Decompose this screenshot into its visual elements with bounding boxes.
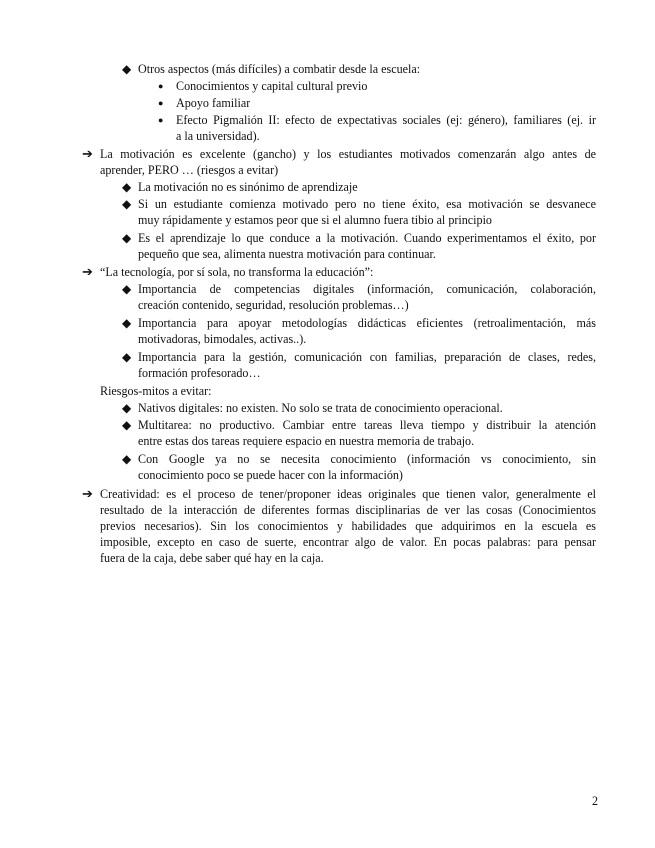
technology-sub-item: formación profesorado…: [138, 366, 261, 380]
arrow-bullet-icon: ➔: [82, 264, 93, 279]
diamond-bullet-icon: ◆: [122, 418, 132, 432]
risks-sub-item: Multitarea: no productivo. Cambiar entre tareas lleva tiempo y distribuir la atención: [138, 418, 596, 432]
diamond-bullet-icon: ◆: [122, 316, 132, 330]
risks-sub-item: conocimiento poco se puede hacer con la información): [138, 468, 403, 482]
list-item: Conocimientos y capital cultural previo: [176, 79, 368, 93]
technology-sub-item: Importancia de competencias digitales (información, comunicación, colaboración,: [138, 282, 596, 296]
motivation-paragraph: La motivación es excelente (gancho) y los estudiantes motivados comenzarán algo antes de: [100, 147, 596, 161]
diamond-bullet-icon: ◆: [122, 350, 132, 364]
motivation-sub-item: Es el aprendizaje lo que conduce a la motivación. Cuando experimentamos el éxito, por: [138, 231, 596, 245]
page-number: 2: [591, 794, 598, 808]
creativity-paragraph: Creatividad: es el proceso de tener/proponer ideas originales que tienen valor, generalmente el: [100, 487, 596, 501]
diamond-bullet-icon: ◆: [122, 282, 132, 296]
technology-heading: “La tecnología, por sí sola, no transforma la educación”:: [100, 265, 374, 279]
creativity-paragraph: imposible, excepto en caso de suerte, encontrar algo de valor. En pocas palabras: para pensar: [100, 535, 596, 549]
diamond-bullet-icon: ◆: [122, 231, 132, 245]
diamond-bullet-icon: ◆: [122, 62, 132, 76]
dot-bullet-icon: ●: [158, 98, 164, 108]
list-item: Efecto Pigmalión II: efecto de expectativas sociales (ej: género), familiares (ej. ir: [176, 113, 596, 127]
technology-sub-item: Importancia para la gestión, comunicación con familias, preparación de clases, redes,: [138, 350, 596, 364]
motivation-paragraph: aprender, PERO … (riesgos a evitar): [100, 163, 279, 177]
motivation-sub-item: pequeño que sea, alimenta nuestra motivación para continuar.: [138, 247, 436, 261]
technology-sub-item: creación contenido, seguridad, resolución problemas…): [138, 298, 409, 312]
technology-sub-item: Importancia para apoyar metodologías didácticas eficientes (retroalimentación, más: [138, 316, 596, 330]
block1-heading: Otros aspectos (más difíciles) a combatir desde la escuela:: [138, 62, 421, 76]
risks-heading: Riesgos-mitos a evitar:: [100, 384, 212, 398]
dot-bullet-icon: ●: [158, 115, 164, 125]
creativity-paragraph: resultado de la interacción de diferentes formas disciplinarias de ver las cosas (Conocimientos: [100, 503, 596, 517]
diamond-bullet-icon: ◆: [122, 401, 132, 415]
list-item: Apoyo familiar: [176, 96, 251, 110]
dot-bullet-icon: ●: [158, 81, 164, 91]
motivation-sub-item: Si un estudiante comienza motivado pero no tiene éxito, esa motivación se desvanece: [138, 197, 596, 211]
risks-sub-item: Con Google ya no se necesita conocimiento (información vs conocimiento, sin: [138, 452, 596, 466]
diamond-bullet-icon: ◆: [122, 452, 132, 466]
list-item-continuation: a la universidad).: [176, 129, 260, 143]
motivation-sub-item: muy rápidamente y estamos peor que si el alumno fuera tibio al principio: [138, 213, 492, 227]
motivation-sub-item: La motivación no es sinónimo de aprendizaje: [138, 180, 358, 194]
diamond-bullet-icon: ◆: [122, 180, 132, 194]
diamond-bullet-icon: ◆: [122, 197, 132, 211]
arrow-bullet-icon: ➔: [82, 486, 93, 501]
arrow-bullet-icon: ➔: [82, 146, 93, 161]
creativity-paragraph: fuera de la caja, debe saber qué hay en la caja.: [100, 551, 324, 565]
technology-sub-item: motivadoras, bimodales, activas..).: [138, 332, 307, 346]
risks-sub-item: entre estas dos tareas requiere espacio en nuestra memoria de trabajo.: [138, 434, 475, 448]
risks-sub-item: Nativos digitales: no existen. No solo se trata de conocimiento operacional.: [138, 401, 503, 415]
creativity-paragraph: previos necesarios). Sin los conocimientos y habilidades que adquirimos en la escuela es: [100, 519, 596, 533]
